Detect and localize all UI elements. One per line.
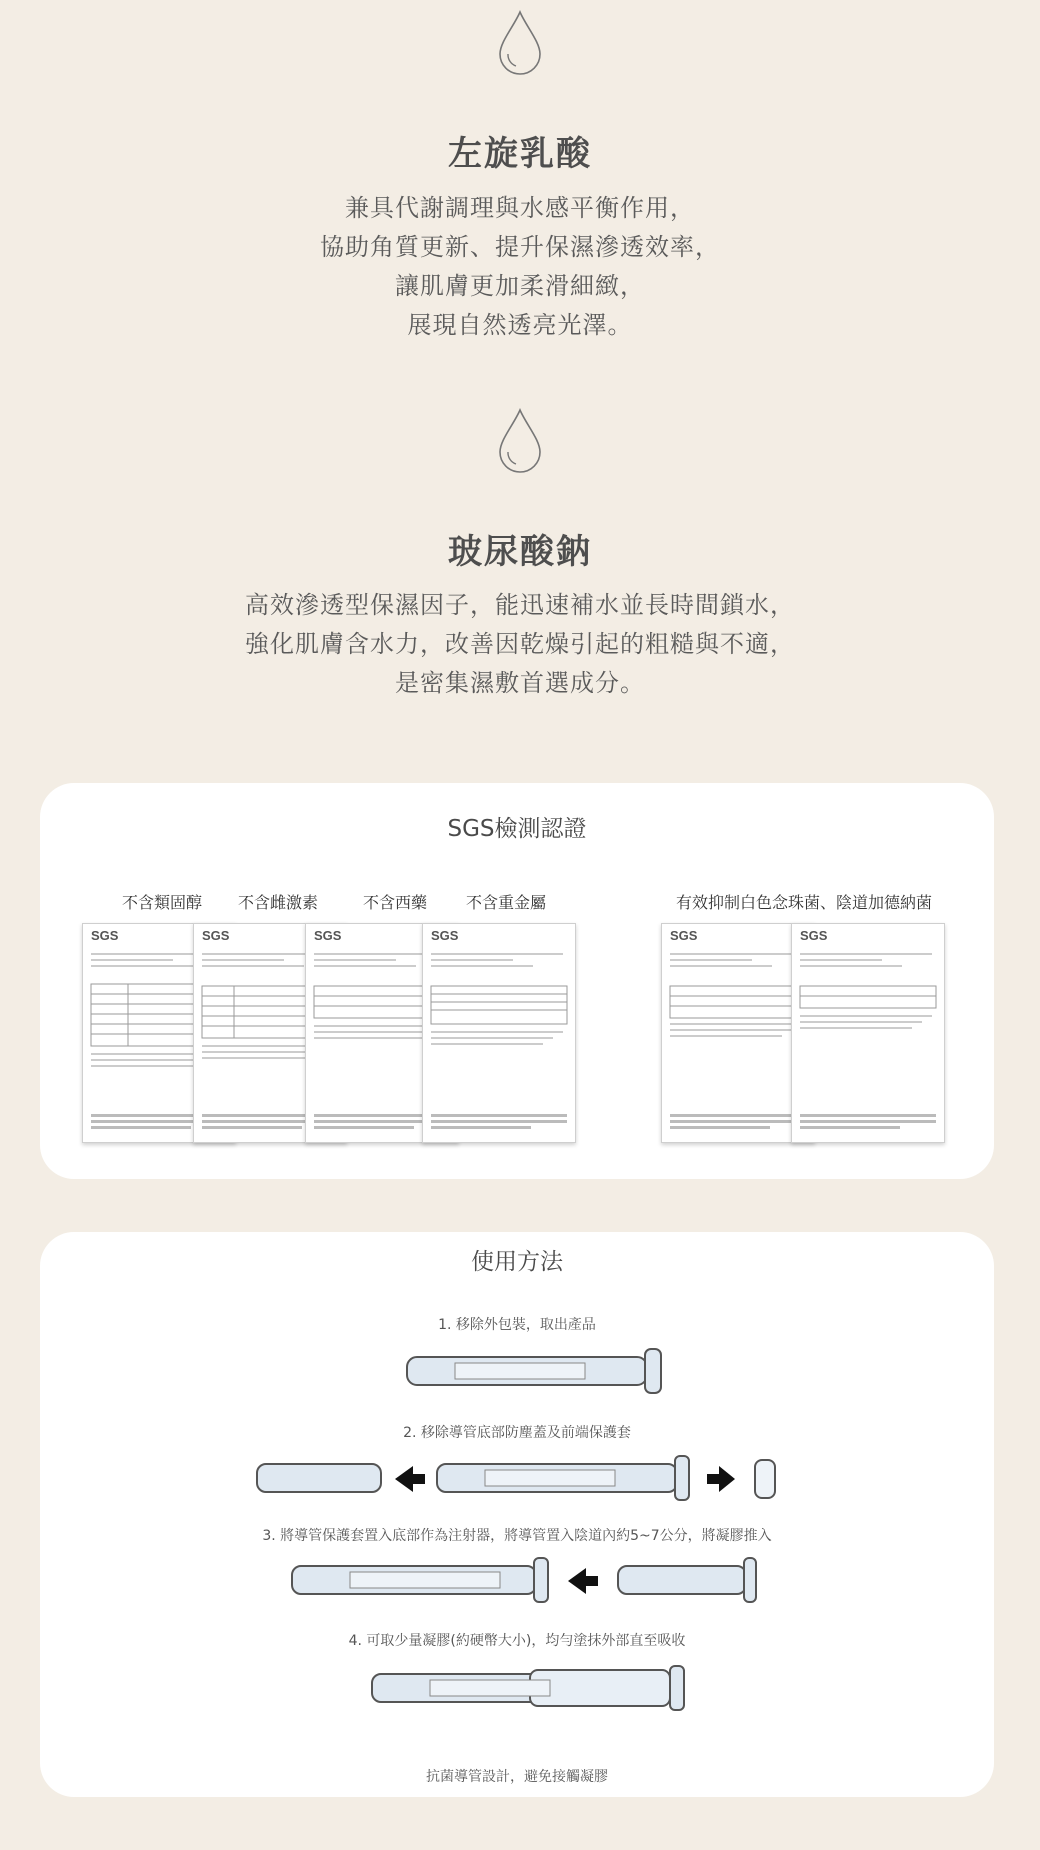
description-line: 強化肌膚含水力，改善因乾燥引起的粗糙與不適， bbox=[245, 630, 795, 658]
water-drop-icon bbox=[0, 408, 1040, 474]
usage-step-1: 1. 移除外包裝，取出產品 bbox=[438, 1317, 596, 1333]
cert-label-no-heavy-metal: 不含重金屬 bbox=[466, 893, 547, 912]
sgs-logo: SGS bbox=[202, 928, 230, 943]
sgs-test-report bbox=[422, 923, 576, 1143]
usage-step-4: 4. 可取少量凝膠(約硬幣大小)，均勻塗抹外部直至吸收 bbox=[348, 1633, 686, 1649]
remove-caps-diagram bbox=[255, 1454, 785, 1504]
cert-label-antibacterial: 有效抑制白色念珠菌、陰道加德納菌 bbox=[676, 893, 933, 912]
lactic-acid-description bbox=[0, 189, 1040, 345]
section-title-lactic-acid: 左旋乳酸 bbox=[448, 134, 592, 174]
cert-label-no-steroid: 不含類固醇 bbox=[122, 893, 203, 912]
usage-card-title: 使用方法 bbox=[471, 1249, 563, 1275]
hyaluronate-description bbox=[0, 586, 1040, 703]
description-line: 協助角質更新、提升保濕滲透效率， bbox=[320, 233, 720, 261]
sgs-logo: SGS bbox=[314, 928, 342, 943]
applicator-tube-icon bbox=[405, 1347, 665, 1397]
cert-label-no-estrogen: 不含雌激素 bbox=[238, 893, 319, 912]
sgs-logo: SGS bbox=[800, 928, 828, 943]
description-line: 是密集濕敷首選成分。 bbox=[395, 669, 645, 697]
description-line: 讓肌膚更加柔滑細緻， bbox=[395, 272, 645, 300]
sgs-certification-card bbox=[40, 783, 994, 1179]
antibacterial-note: 抗菌導管設計，避免接觸凝膠 bbox=[426, 1769, 608, 1785]
plunger-applicator-diagram bbox=[370, 1664, 700, 1714]
usage-step-2: 2. 移除導管底部防塵蓋及前端保護套 bbox=[403, 1425, 631, 1441]
usage-step-3: 3. 將導管保護套置入底部作為注射器，將導管置入陰道內約5~7公分，將凝膠推入 bbox=[262, 1528, 772, 1544]
cert-label-no-western-drug: 不含西藥 bbox=[363, 893, 428, 912]
sgs-logo: SGS bbox=[431, 928, 459, 943]
insert-applicator-diagram bbox=[290, 1556, 770, 1606]
description-line: 展現自然透亮光澤。 bbox=[407, 311, 633, 339]
sgs-logo: SGS bbox=[670, 928, 698, 943]
description-line: 高效滲透型保濕因子，能迅速補水並長時間鎖水， bbox=[245, 591, 795, 619]
sgs-test-report bbox=[791, 923, 945, 1143]
sgs-logo: SGS bbox=[91, 928, 119, 943]
section-title-hyaluronate: 玻尿酸鈉 bbox=[448, 532, 592, 572]
description-line: 兼具代謝調理與水感平衡作用， bbox=[345, 194, 695, 222]
usage-instructions-card bbox=[40, 1232, 994, 1797]
water-drop-icon bbox=[0, 10, 1040, 76]
sgs-card-title: SGS檢測認證 bbox=[447, 816, 587, 842]
